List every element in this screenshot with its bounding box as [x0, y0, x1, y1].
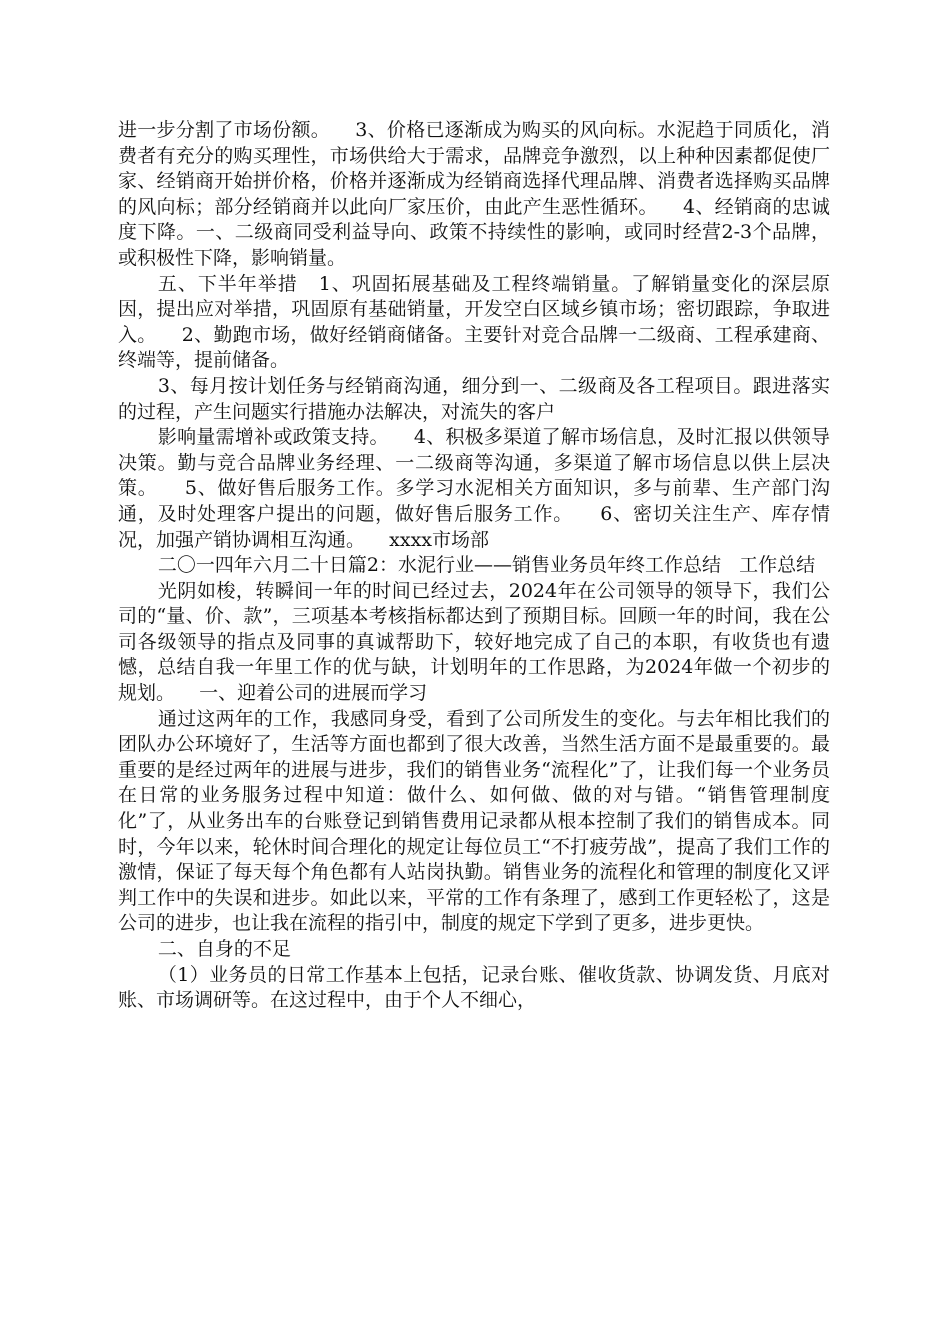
paragraph-dealer-communication: 3、每月按计划任务与经销商沟通，细分到一、二级商及各工程项目。跟进落实的过程，产生问题实行措施办法解决，对流失的客户: [118, 374, 830, 423]
document-page: [118, 118, 830, 1014]
paragraph-market-info: 影响量需增补或政策支持。 4、积极多渠道了解市场信息，及时汇报以供领导决策。勤与竞合品牌业务经理、一二级商等沟通，多渠道了解市场信息以供上层决策。 5、做好售后服务工作。多学习水泥相关方面知识，多与前辈、生产部门沟通，及时处理客户提出的问题，做好售后服务工作。 6、密切关注生产、库存情况，加强产销协调相互沟通。 xxxx市场部: [118, 426, 830, 551]
paragraph-year-review: 光阴如梭，转瞬间一年的时间已经过去，2024年在公司领导的领导下，我们公司的“量、价、款”，三项基本考核指标都达到了预期目标。回顾一年的时间，我在公司各级领导的指点及同事的真诚帮助下，较好地完成了自己的本职，有收货也有遗憾，总结自我一年里工作的优与缺，计划明年的工作思路，为2024年做一个初步的规划。 一、迎着公司的进展而学习: [118, 579, 830, 705]
paragraph-second-half-measures: 五、下半年举措 1、巩固拓展基础及工程终端销量。了解销量变化的深层原因，提出应对举措，巩固原有基础销量，开发空白区域乡镇市场；密切跟踪，争取进入。 2、勤跑市场，做好经销商储备。主要针对竞合品牌一二级商、工程承建商、终端等，提前储备。: [118, 272, 830, 372]
paragraph-market-share: 进一步分割了市场份额。 3、价格已逐渐成为购买的风向标。水泥趋于同质化，消费者有充分的购买理性，市场供给大于需求，品牌竞争激烈，以上种种因素都促使厂家、经销商开始拼价格，价格并逐渐成为经销商选择代理品牌、消费者选择购买品牌的风向标；部分经销商并以此向厂家压价，由此产生恶性循环。 4、经销商的忠诚度下降。一、二级商同受利益导向、政策不持续性的影响，或同时经营2-3个品牌，或积极性下降，影响销量。: [118, 119, 830, 269]
paragraph-daily-work: （1）业务员的日常工作基本上包括，记录台账、催收货款、协调发货、月底对账、市场调研等。在这过程中，由于个人不细心，: [118, 963, 830, 1012]
paragraph-company-changes: 通过这两年的工作，我感同身受，看到了公司所发生的变化。与去年相比我们的团队办公环境好了，生活等方面也都到了很大改善，当然生活方面不是最重要的。最重要的是经过两年的进展与进步，我们的销售业务“流程化”了，让我们每一个业务员在日常的业务服务过程中知道：做什么、如何做、做的对与错。“销售管理制度化”了，从业务出车的台账登记到销售费用记录都从根本控制了我们的销售成本。同时，今年以来，轮休时间合理化的规定让每位员工“不打疲劳战”，提高了我们工作的激情，保证了每天每个角色都有人站岗执勤。销售业务的流程化和管理的制度化又评判工作中的失误和进步。如此以来，平常的工作有条理了，感到工作更轻松了，这是公司的进步，也让我在流程的指引中，制度的规定下学到了更多，进步更快。: [118, 707, 830, 935]
paragraph-date-heading: 二〇一四年六月二十日篇2：水泥行业——销售业务员年终工作总结 工作总结: [157, 554, 816, 577]
heading-shortcomings: 二、自身的不足: [157, 938, 291, 960]
